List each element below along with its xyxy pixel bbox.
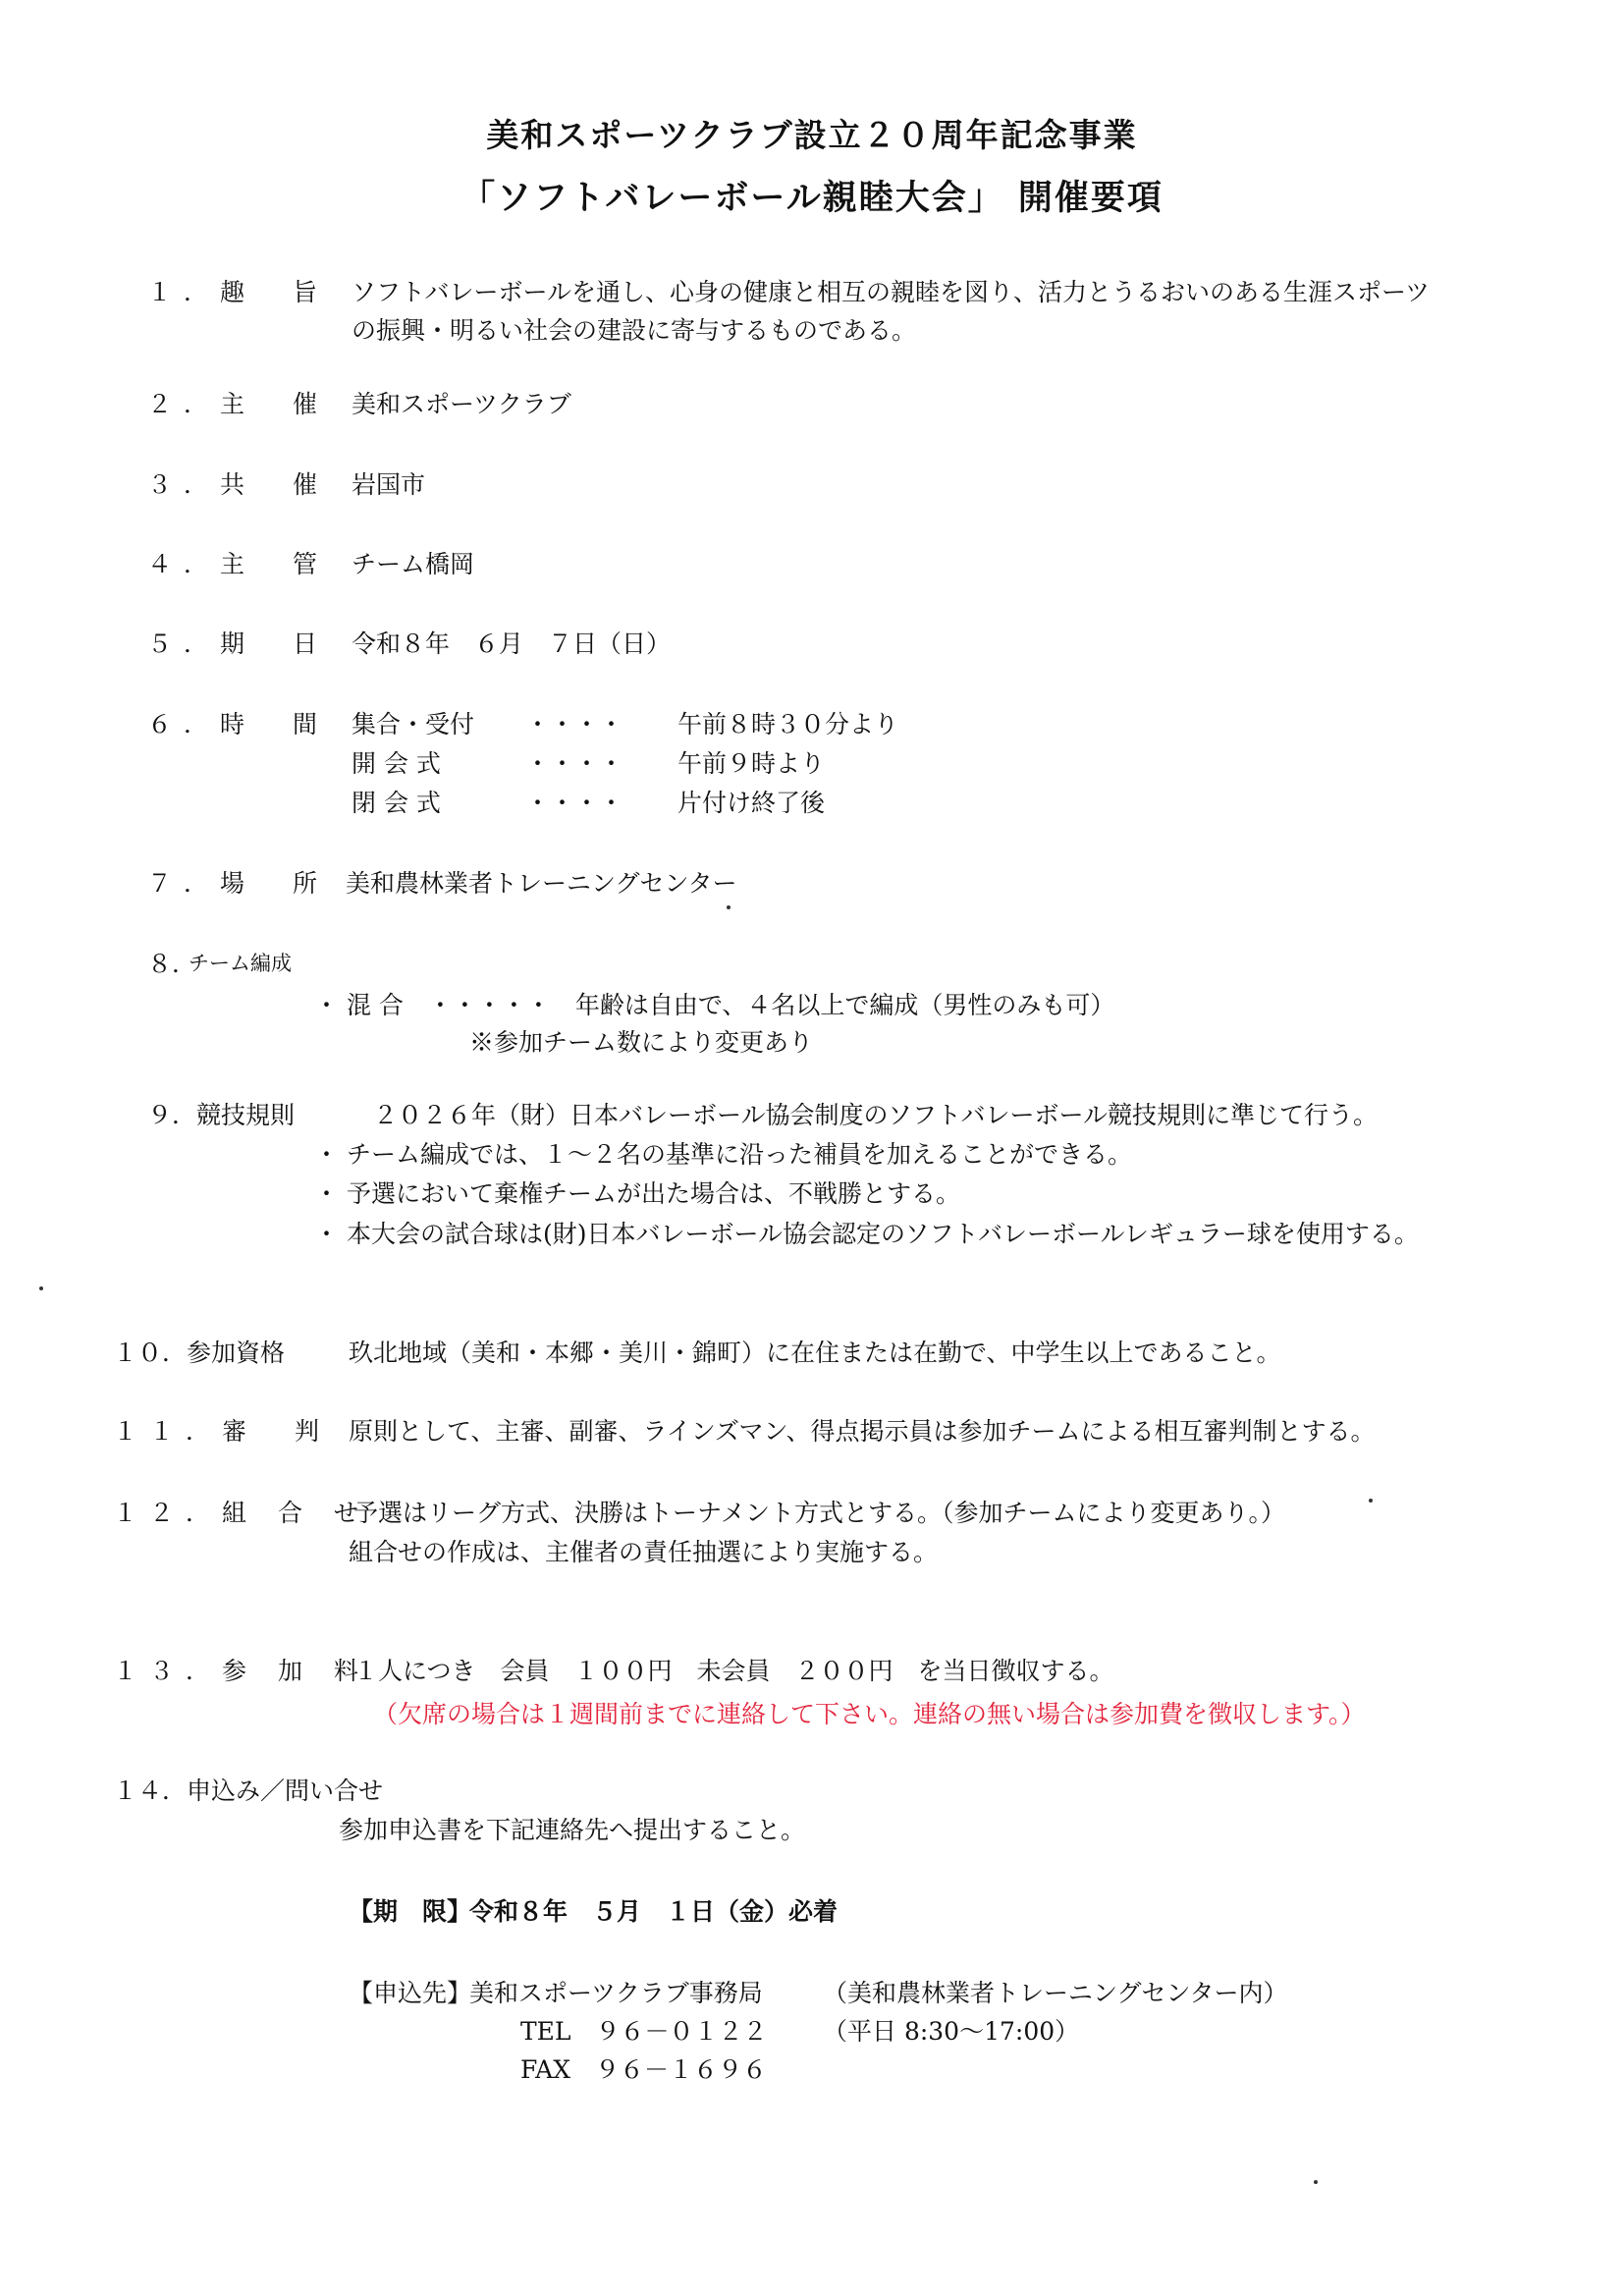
section-3-text: 岩国市: [352, 470, 426, 499]
section-14-line-1: 参加申込書を下記連絡先へ提出すること。: [339, 1816, 806, 1844]
telephone-number: TEL ９６－０１２２: [520, 2017, 768, 2046]
scan-speck: [39, 1286, 43, 1290]
section-10-label: １０．参加資格: [113, 1339, 286, 1367]
document-title: 美和スポーツクラブ設立２０周年記念事業: [486, 116, 1138, 154]
section-8-number: ８．: [147, 950, 197, 978]
section-5-label: ５．期 日: [147, 629, 330, 658]
section-8-line-1: ・ 混 合 ・・・・・ 年齢は自由で、４名以上で編成（男性のみも可）: [314, 991, 1115, 1019]
section-14-label: １４．申込み／問い合せ: [113, 1777, 384, 1805]
apply-organization: 美和スポーツクラブ事務局: [469, 1979, 763, 2007]
schedule-dots: ・・・・: [525, 710, 624, 738]
section-8-label: チーム編成: [189, 952, 292, 975]
section-10-text: 玖北地域（美和・本郷・美川・錦町）に在住または在勤で、中学生以上であること。: [349, 1339, 1281, 1367]
section-12-label: １２．組 合 せ: [113, 1499, 370, 1527]
deadline-label: 【期 限】: [349, 1897, 472, 1926]
section-12-line-1: 予選はリーグ方式、決勝はトーナメント方式とする。（参加チームにより変更あり。）: [353, 1499, 1286, 1527]
section-7-label: ７．場 所: [147, 869, 330, 898]
section-9-bullet: ・ チーム編成では、１～２名の基準に沿った補員を加えることができる。: [314, 1140, 1132, 1169]
section-2-text: 美和スポーツクラブ: [352, 390, 571, 418]
schedule-time: 片付け終了後: [677, 789, 826, 817]
section-9-bullet: ・ 予選において棄権チームが出た場合は、不戦勝とする。: [314, 1179, 960, 1208]
absence-notice: （欠席の場合は１週間前までに連絡して下さい。連絡の無い場合は参加費を徴収します。）: [373, 1700, 1366, 1728]
apply-location: （美和農林業者トレーニングセンター内）: [823, 1979, 1288, 2007]
section-6-label: ６．時 間: [147, 710, 330, 738]
section-11-text: 原則として、主審、副審、ラインズマン、得点掲示員は参加チームによる相互審判制とする。: [349, 1417, 1376, 1446]
schedule-name: 開 会 式: [352, 749, 441, 778]
office-hours: （平日 8:30～17:00）: [823, 2017, 1080, 2046]
section-13-label: １３．参 加 料: [113, 1657, 370, 1685]
section-9-bullet: ・ 本大会の試合球は(財)日本バレーボール協会認定のソフトバレーボールレギュラー球を使用する。: [314, 1220, 1419, 1248]
scan-speck: [1369, 1499, 1373, 1503]
scan-speck: [1314, 2180, 1318, 2184]
section-2-label: ２．主 催: [147, 390, 330, 418]
section-5-text: 令和８年 ６月 ７日（日）: [352, 629, 672, 658]
section-1-line-2: の振興・明るい社会の建設に寄与するものである。: [352, 316, 917, 345]
section-4-label: ４．主 管: [147, 550, 330, 578]
section-3-label: ３．共 催: [147, 470, 330, 499]
section-1-line-1: ソフトバレーボールを通し、心身の健康と相互の親睦を図り、活力とうるおいのある生涯スポーツ: [352, 278, 1431, 306]
section-13-line-1: １人につき 会員 １００円 未会員 ２００円 を当日徴収する。: [353, 1657, 1114, 1685]
schedule-name: 集合・受付: [352, 710, 475, 738]
section-9-label: ９．競技規則: [147, 1101, 296, 1129]
apply-label: 【申込先】: [349, 1979, 472, 2007]
document-subtitle: 「ソフトバレーボール親睦大会」 開催要項: [460, 178, 1164, 218]
section-4-text: チーム橋岡: [352, 550, 475, 578]
schedule-dots: ・・・・: [525, 749, 624, 778]
section-12-line-2: 組合せの作成は、主催者の責任抽選により実施する。: [349, 1538, 939, 1566]
schedule-name: 閉 会 式: [352, 789, 441, 817]
fax-number: FAX ９６－１６９６: [520, 2055, 768, 2084]
scan-speck: [727, 905, 731, 909]
schedule-time: 午前９時より: [677, 749, 826, 778]
section-8-line-2: ※参加チーム数により変更あり: [469, 1028, 814, 1057]
section-7-text: 美和農林業者トレーニングセンター: [346, 869, 737, 898]
schedule-dots: ・・・・: [525, 789, 624, 817]
deadline-date: 令和８年 ５月 １日（金）必着: [469, 1897, 839, 1926]
schedule-time: 午前８時３０分より: [677, 710, 899, 738]
section-11-label: １１．審 判: [113, 1417, 332, 1446]
section-9-line-1: ２０２６年（財）日本バレーボール協会制度のソフトバレーボール競技規則に準じて行う。: [373, 1101, 1379, 1129]
section-1-label: １．趣 旨: [147, 278, 330, 306]
